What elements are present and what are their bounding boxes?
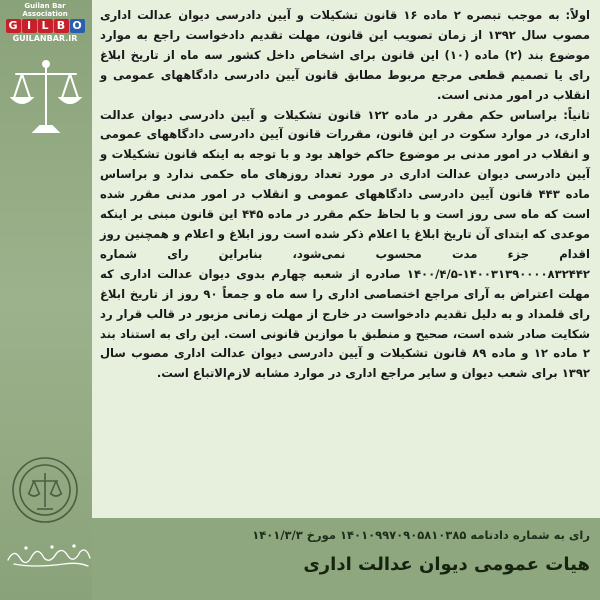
issuing-body: هیات عمومی دیوان عدالت اداری xyxy=(303,554,590,575)
document-panel xyxy=(92,0,600,518)
logo-letter: B xyxy=(54,19,69,33)
logo-letter: G xyxy=(6,19,21,33)
calligraphy-signature-icon xyxy=(4,540,94,570)
paragraph-second: ثانیاً: براساس حکم مقرر در ماده ۱۲۲ قانون تشکیلات و آیین دادرسی دیوان عدالت اداری، در موارد سکوت در این قانون، مقررات قانون آیین دادرسی دادگاههای عمومی و انقلاب در امور مدنی بر موضوع حاکم خواهد بود و با توجه به اینکه قانون تشکیلات و آیین دادرسی دیوان عدالت اداری در مورد تعداد روزهای ماه حکمی ندارد و براساس ماده ۴۴۳ قانون آیین دادرسی دادگاههای عمومی و انقلاب در امور مدنی مقرر شده است که ماه سی روز است و با لحاظ حکم مقرر در ماده ۴۴۵ این قانون مبنی بر اینکه موعدی که ابتدای آن تاریخ ابلاغ یا اعلام ذکر شده است روز ابلاغ و اعلام و همچنین روز اقدام جزء مدت محسوب نمی‌شود، بنابراین رای شماره ۱۴۰۰۳۱۳۹۰۰۰۰۸۳۲۴۴۲-۱۴۰۰/۴/۵ صادره از شعبه چهارم بدوی دیوان عدالت اداری که مهلت اعتراض به آرای مراجع اختصاصی اداری را سه ماه و جمعاً ۹۰ روز از تاریخ ابلاغ رای قلمداد و به دلیل تقدیم دادخواست در خارج از مهلت زمانی مزبور در قالب قرار رد شکایت صادر شده است، صحیح و منطبق با موازین قانونی است. این رای به استناد بند ۲ ماده ۱۲ و ماده ۸۹ قانون تشکیلات و آیین دادرسی دیوان عدالت اداری مصوب سال ۱۳۹۲ برای شعب دیوان و سایر مراجع اداری در موارد مشابه لازم‌الاتباع است. xyxy=(100,107,590,381)
association-name: Guilan Bar Association xyxy=(22,2,68,18)
brand-logo xyxy=(2,2,88,43)
ruling-reference: رای به شماره دادنامه ۱۴۰۱۰۹۹۷۰۹۰۵۸۱۰۳۸۵ مورخ ۱۴۰۱/۳/۳ xyxy=(252,528,590,542)
document-footer xyxy=(92,518,600,600)
scales-of-justice-icon xyxy=(8,58,84,138)
bar-association-seal-icon xyxy=(10,455,80,525)
logo-letter: L xyxy=(38,19,53,33)
website-url: GUILANBAR.IR xyxy=(12,34,78,43)
logo-letter: O xyxy=(70,19,85,33)
paragraph-first: اولاً: به موجب تبصره ۲ ماده ۱۶ قانون تشکیلات و آیین دادرسی دیوان عدالت اداری مصوب سال ۱۳۹۲ از زمان تصویب این قانون، مهلت تقدیم دادخواست راجع به موارد موضوع بند (۲) ماده (۱۰) این قانون برای اشخاص داخل کشور سه ماه از تاریخ ابلاغ رای یا تصمیم قطعی مرجع مربوط مطابق قانون آیین دادرسی دادگاههای عمومی و انقلاب در امور مدنی است. xyxy=(100,8,591,102)
gilbo-logo xyxy=(2,19,88,33)
left-branding-panel xyxy=(0,0,92,600)
logo-letter: I xyxy=(22,19,37,33)
document-body xyxy=(92,0,600,384)
